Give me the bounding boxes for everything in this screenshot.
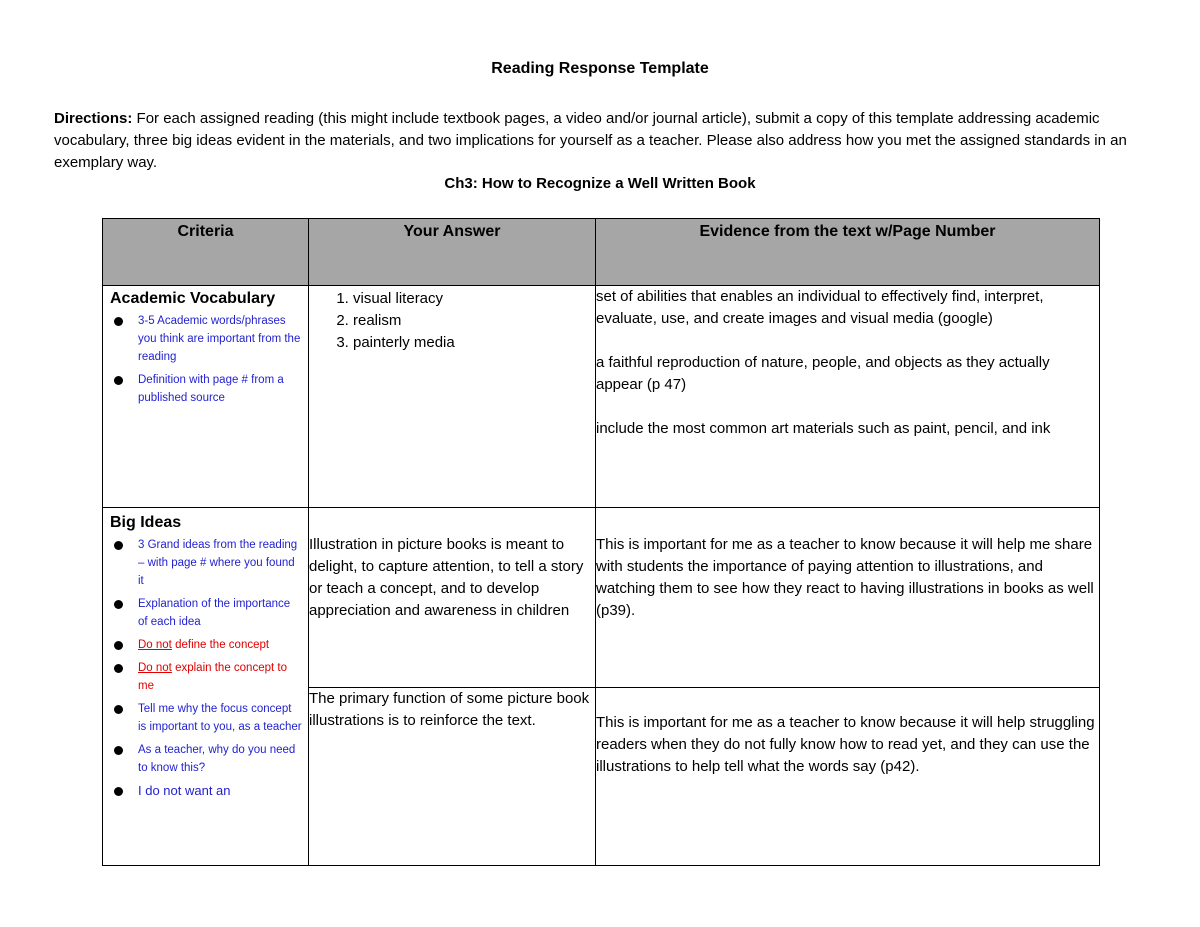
big-ideas-criteria-cell xyxy=(103,508,309,866)
list-item: 3 Grand ideas from the reading – with page # where you found it xyxy=(103,536,308,590)
big-ideas-title: Big Ideas xyxy=(110,514,182,531)
header-criteria: Criteria xyxy=(103,219,309,286)
list-item: 3-5 Academic words/phrases you think are important from the reading xyxy=(103,312,308,366)
list-item: 2. realism xyxy=(353,310,595,332)
vocab-row xyxy=(103,286,1100,508)
list-item: 1. visual literacy xyxy=(353,288,595,310)
list-item: Explanation of the importance of each idea xyxy=(103,595,308,631)
big-ideas-bullet-list xyxy=(103,536,308,800)
big-idea-evidence: This is important for me as a teacher to know because it will help struggling readers when they do not fully know how to read yet, and they can use the illustrations to help tell what the words say (p42). xyxy=(596,714,1095,775)
big-idea-answer: Illustration in picture books is meant to delight, to capture attention, to tell a story or teach a concept, and to develop appreciation and awareness in children xyxy=(309,536,584,619)
vocab-answer-cell[interactable] xyxy=(309,286,596,508)
evidence-paragraph: include the most common art materials such as paint, pencil, and ink xyxy=(596,420,1051,437)
chapter-subtitle: Ch3: How to Recognize a Well Written Book xyxy=(444,175,756,192)
vocab-title: Academic Vocabulary xyxy=(110,290,276,307)
vocab-criteria-cell xyxy=(103,286,309,508)
vocab-bullet-list xyxy=(103,312,308,407)
directions-label: Directions: xyxy=(54,110,133,127)
big-ideas-row-1 xyxy=(103,508,1100,688)
page-title: Reading Response Template xyxy=(491,60,709,77)
warning-text: Do not xyxy=(138,639,172,651)
big-idea-evidence: This is important for me as a teacher to know because it will help me share with students the importance of paying attention to illustrations, and watching them to see how they react to having illustrations in books as well (p39). xyxy=(596,536,1094,619)
big-idea-answer-cell[interactable] xyxy=(309,508,596,688)
list-item: Definition with page # from a published source xyxy=(103,371,308,407)
list-item: 3. painterly media xyxy=(353,332,595,354)
header-row xyxy=(103,219,1100,286)
list-item: As a teacher, why do you need to know this? xyxy=(103,741,308,777)
big-idea-evidence-cell[interactable] xyxy=(596,688,1100,866)
directions-paragraph xyxy=(54,108,1144,174)
vocab-answer-list xyxy=(309,288,595,354)
list-item: I do not want an xyxy=(103,782,308,800)
big-idea-answer: The primary function of some picture book illustrations is to reinforce the text. xyxy=(309,690,590,729)
list-item: Tell me why the focus concept is important to you, as a teacher xyxy=(103,700,308,736)
big-idea-answer-cell[interactable] xyxy=(309,688,596,866)
evidence-paragraph: set of abilities that enables an individual to effectively find, interpret, evaluate, use, and create images and visual media (google) xyxy=(596,288,1044,327)
directions-text: For each assigned reading (this might include textbook pages, a video and/or journal article), submit a copy of this template addressing academic vocabulary, three big ideas evident in the materials, and two implications for yourself as a teacher. Please also address how you met the assigned standards in an exemplary way. xyxy=(54,110,1127,171)
vocab-evidence-cell[interactable] xyxy=(596,286,1100,508)
response-table xyxy=(102,218,1100,866)
header-your-answer: Your Answer xyxy=(309,219,596,286)
header-evidence: Evidence from the text w/Page Number xyxy=(596,219,1100,286)
warning-text: Do not xyxy=(138,662,172,674)
list-item: Do not define the concept xyxy=(103,636,308,654)
big-idea-evidence-cell[interactable] xyxy=(596,508,1100,688)
evidence-paragraph: a faithful reproduction of nature, people, and objects as they actually appear (p 47) xyxy=(596,354,1050,393)
list-item: Do not explain the concept to me xyxy=(103,659,308,695)
